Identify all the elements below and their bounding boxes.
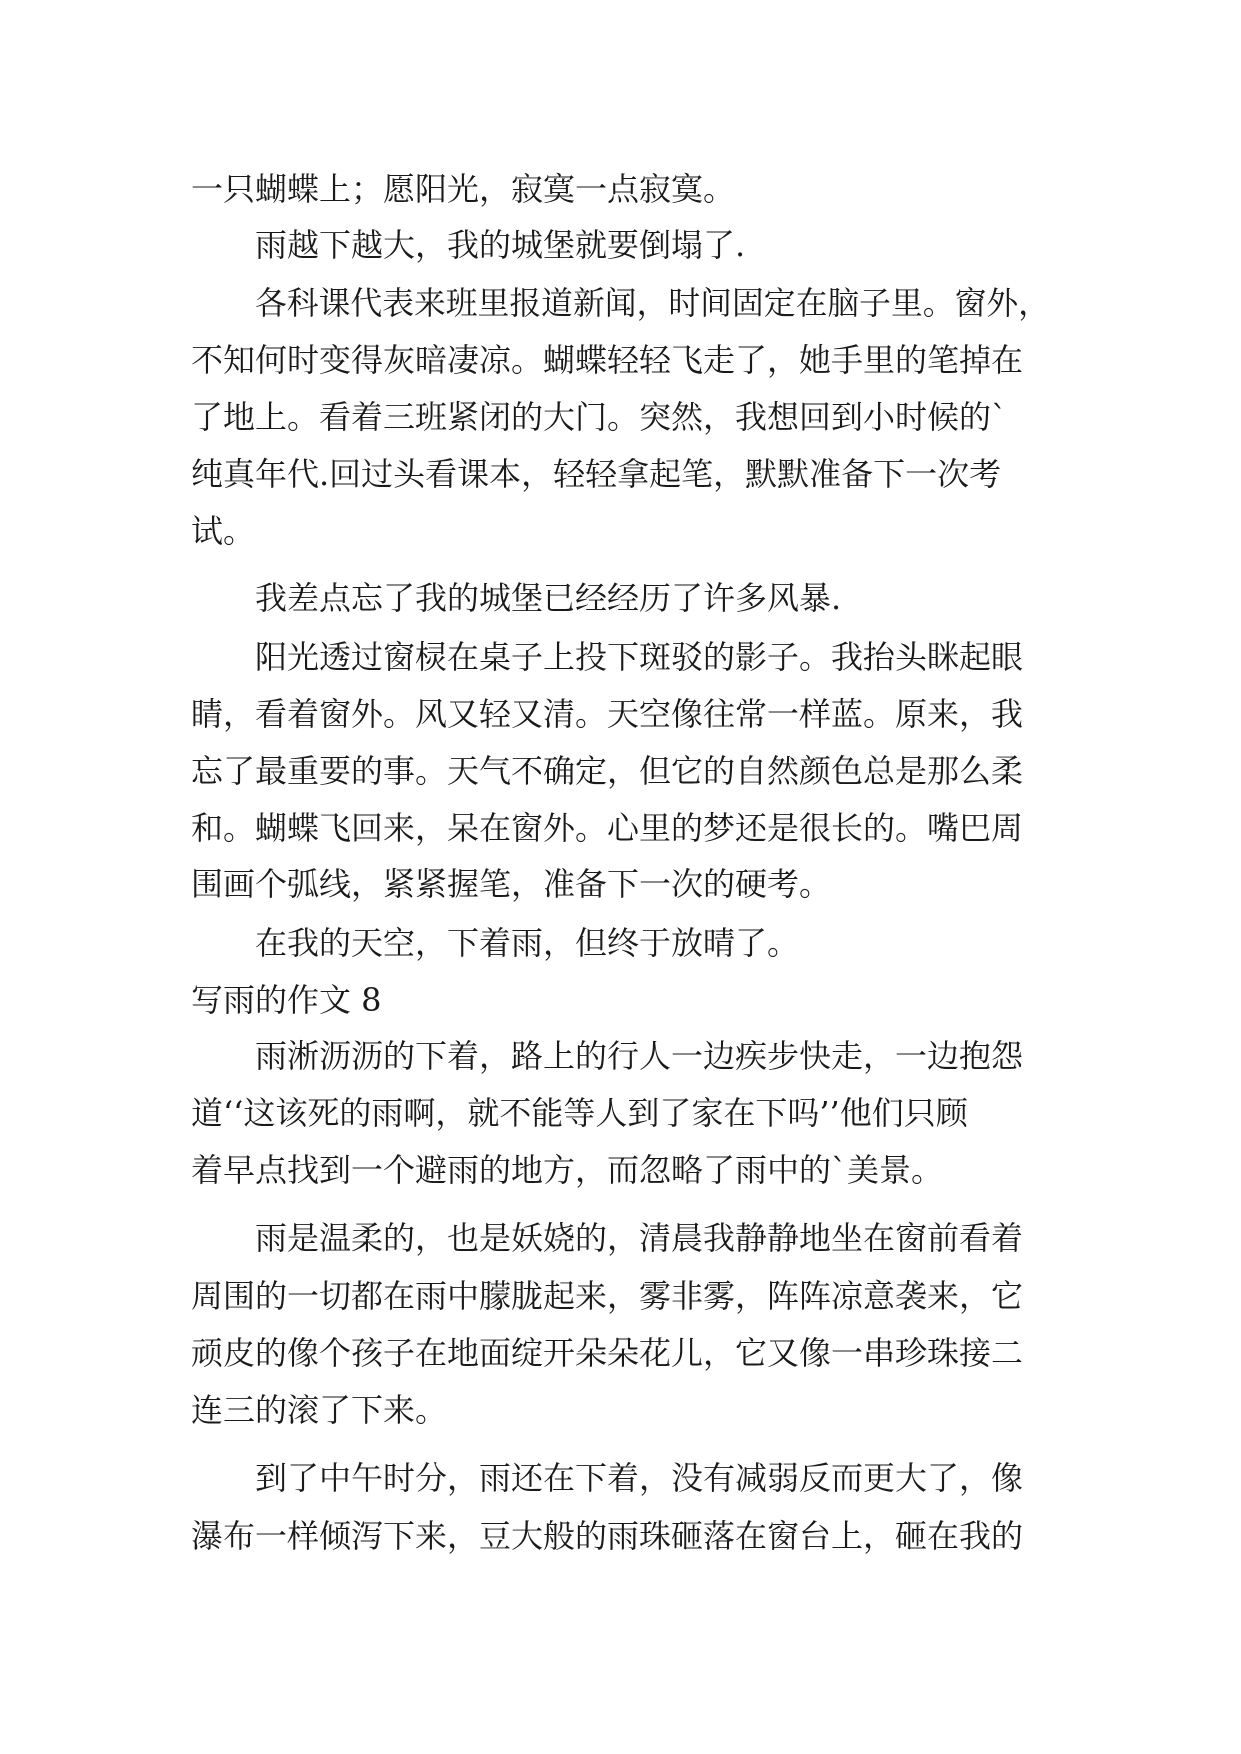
text-line-13 (0, 854, 1241, 914)
text-line-3 (0, 273, 1241, 333)
line-text: 周围的一切都在雨中朦胧起来，雾非雾，阵阵凉意袭来，它 (191, 1277, 1024, 1315)
text-line-15 (0, 1026, 1241, 1086)
line-text: 瀑布一样倾泻下来，豆大般的雨珠砸落在窗台上，砸在我的 (191, 1517, 1024, 1555)
line-text: 各科课代表来班里报道新闻，时间固定在脑子里。窗外， (255, 284, 1050, 322)
text-line-8 (0, 568, 1241, 628)
line-text: 雨淅沥沥的下着，路上的行人一边疾步快走，一边抱怨 (255, 1037, 1024, 1075)
line-text: 睛，看着窗外。风又轻又清。天空像往常一样蓝。原来，我 (191, 695, 1024, 733)
line-text: 试。 (191, 512, 256, 550)
text-line-4 (0, 330, 1241, 390)
text-line-12 (0, 798, 1241, 858)
text-line-17 (0, 1140, 1241, 1200)
line-text: 不知何时变得灰暗凄凉。蝴蝶轻轻飞走了，她手里的笔掉在 (191, 341, 1024, 379)
text-line-2 (0, 215, 1241, 275)
line-text: 阳光透过窗棂在桌子上投下斑驳的影子。我抬头眯起眼 (255, 638, 1024, 676)
text-line-20 (0, 1323, 1241, 1383)
text-line-7 (0, 501, 1241, 561)
text-line-1 (0, 159, 1241, 219)
line-text: 雨是温柔的，也是妖娆的，清晨我静静地坐在窗前看着 (255, 1219, 1024, 1257)
text-line-22 (0, 1448, 1241, 1508)
text-line-11 (0, 741, 1241, 801)
line-text: 纯真年代.回过头看课本，轻轻拿起笔，默默准备下一次考 (191, 455, 1002, 493)
line-text: 围画个弧线，紧紧握笔，准备下一次的硬考。 (191, 865, 832, 903)
line-text: 一只蝴蝶上；愿阳光，寂寞一点寂寞。 (191, 170, 736, 208)
heading-text: 写雨的作文 8 (191, 981, 382, 1019)
text-line-19 (0, 1266, 1241, 1326)
line-text: 雨越下越大，我的城堡就要倒塌了. (255, 226, 746, 264)
line-text: 了地上。看着三班紧闭的大门。突然，我想回到小时候的` (191, 398, 1008, 436)
line-text: 在我的天空，下着雨，但终于放晴了。 (255, 924, 800, 962)
line-text: 和。蝴蝶飞回来，呆在窗外。心里的梦还是很长的。嘴巴周 (191, 809, 1024, 847)
line-text: 着早点找到一个避雨的地方，而忽略了雨中的`美景。 (191, 1151, 944, 1189)
text-line-21 (0, 1380, 1241, 1440)
line-text: 连三的滚了下来。 (191, 1391, 448, 1429)
text-line-23 (0, 1506, 1241, 1566)
line-text: 顽皮的像个孩子在地面绽开朵朵花儿，它又像一串珍珠接二 (191, 1334, 1024, 1372)
text-line-6 (0, 444, 1241, 504)
text-line-14 (0, 913, 1241, 973)
text-line-18 (0, 1208, 1241, 1268)
text-line-9 (0, 627, 1241, 687)
text-line-10 (0, 684, 1241, 744)
line-text: 忘了最重要的事。天气不确定，但它的自然颜色总是那么柔 (191, 752, 1024, 790)
line-text: 到了中午时分，雨还在下着，没有减弱反而更大了，像 (255, 1459, 1024, 1497)
line-text: 我差点忘了我的城堡已经经历了许多风暴. (255, 579, 842, 617)
section-heading (0, 970, 1241, 1030)
text-line-16 (0, 1083, 1241, 1143)
line-text: 道‘‘这该死的雨啊，就不能等人到了家在下吗’’他们只顾 (191, 1094, 968, 1132)
text-line-5 (0, 387, 1241, 447)
